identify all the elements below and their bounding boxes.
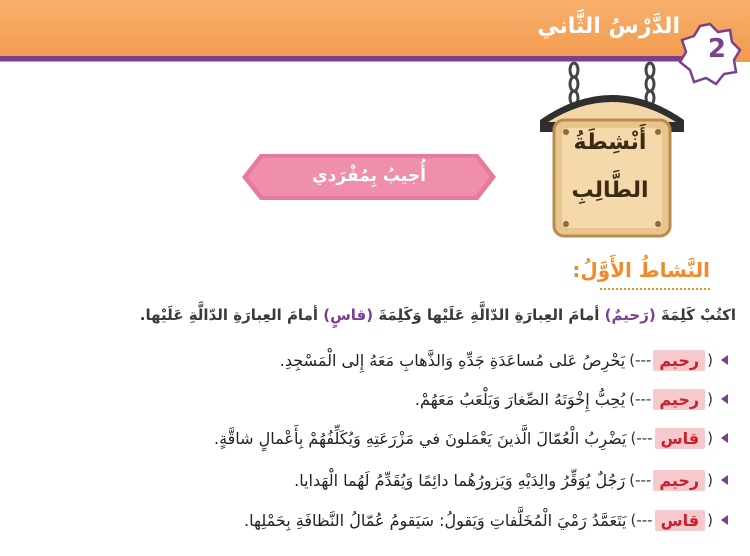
answer-field[interactable]: رحيم xyxy=(653,350,705,371)
chain-right-icon xyxy=(646,63,654,105)
list-item: ( رحيم ---) يَحْرِصُ عَلى مُساعَدَةِ جَدِّهِ وَالذَّهابِ مَعَهُ إِلى الْمَسْجِدِ. xyxy=(280,345,728,375)
answer-field[interactable]: قاس xyxy=(655,428,706,449)
bullet-arrow-icon xyxy=(721,355,728,365)
lesson-title: الدَّرْسُ الثَّاني xyxy=(537,14,680,39)
instruction-part2: أمامَ العِبارَةِ الدّالَّةِ عَلَيْها وَكَلِمَةَ xyxy=(373,306,605,324)
answer-field[interactable]: رحيم xyxy=(653,470,705,491)
instruction-word-merciful: (رَحيمٌ) xyxy=(604,306,656,324)
heading-underline xyxy=(600,288,710,292)
list-item: ( رحيم ---) رَجُلٌ يُوَقِّرُ والِدَيْهِ وَيَزورُهُما دائِمًا وَيُقَدِّمُ لَهُما الْهَدايا. xyxy=(294,465,728,495)
bullet-arrow-icon xyxy=(721,433,728,443)
pill-label: أُجيبُ بِمُفْرَدي xyxy=(312,166,426,186)
answer-field[interactable]: قاس xyxy=(655,510,706,531)
item-sentence: رَجُلٌ يُوَقِّرُ والِدَيْهِ وَيَزورُهُما دائِمًا وَيُقَدِّمُ لَهُما الْهَدايا. xyxy=(294,470,626,490)
list-item: ( قاس ---) يَضْرِبُ الْعُمّالَ الَّذينَ يَعْمَلونَ في مَزْرَعَتِهِ وَيُكَلِّفُهُمْ بِأَعْمالٍ شاقَّةٍ. xyxy=(214,423,728,453)
item-sentence: يَضْرِبُ الْعُمّالَ الَّذينَ يَعْمَلونَ في مَزْرَعَتِهِ وَيُكَلِّفُهُمْ بِأَعْمالٍ شاقَّةٍ. xyxy=(213,428,627,448)
chain-left-icon xyxy=(570,63,578,105)
activity-instruction xyxy=(6,306,736,324)
item-sentence: يُحِبُّ إِخْوَتَهُ الصِّغارَ وَيَلْعَبُ مَعَهُمْ. xyxy=(414,389,626,409)
sign-title-line1: أَنْشِطَةُ xyxy=(573,130,647,155)
list-item: ( قاس ---) يَتَعَمَّدُ رَمْيَ الْمُخَلَّفاتِ وَيَقولُ: سَيَقومُ عُمّالُ النَّظافَةِ بِحَمْلِها. xyxy=(244,505,728,535)
instruction-part1: اكتُبْ كَلِمَةَ xyxy=(655,306,736,324)
list-item: ( رحيم ---) يُحِبُّ إِخْوَتَهُ الصِّغارَ وَيَلْعَبُ مَعَهُمْ. xyxy=(415,384,728,414)
bullet-arrow-icon xyxy=(721,515,728,525)
sign-title-line2: الطَّالِبِ xyxy=(571,178,649,203)
bullet-arrow-icon xyxy=(721,394,728,404)
item-sentence: يَحْرِصُ عَلى مُساعَدَةِ جَدِّهِ وَالذَّهابِ مَعَهُ إِلى الْمَسْجِدِ. xyxy=(279,350,626,370)
bullet-arrow-icon xyxy=(721,475,728,485)
answer-field[interactable]: رحيم xyxy=(653,389,705,410)
activity-heading: النَّشاطُ الأَوَّلُ: xyxy=(572,258,710,282)
item-sentence: يَتَعَمَّدُ رَمْيَ الْمُخَلَّفاتِ وَيَقولُ: سَيَقومُ عُمّالُ النَّظافَةِ بِحَمْلِها. xyxy=(243,510,627,530)
lesson-number: 2 xyxy=(707,34,726,64)
instruction-word-harsh: (قاسٍ) xyxy=(323,306,374,324)
instruction-part3: أمامَ العِبارَةِ الدّالَّةِ عَلَيْها. xyxy=(139,306,324,324)
